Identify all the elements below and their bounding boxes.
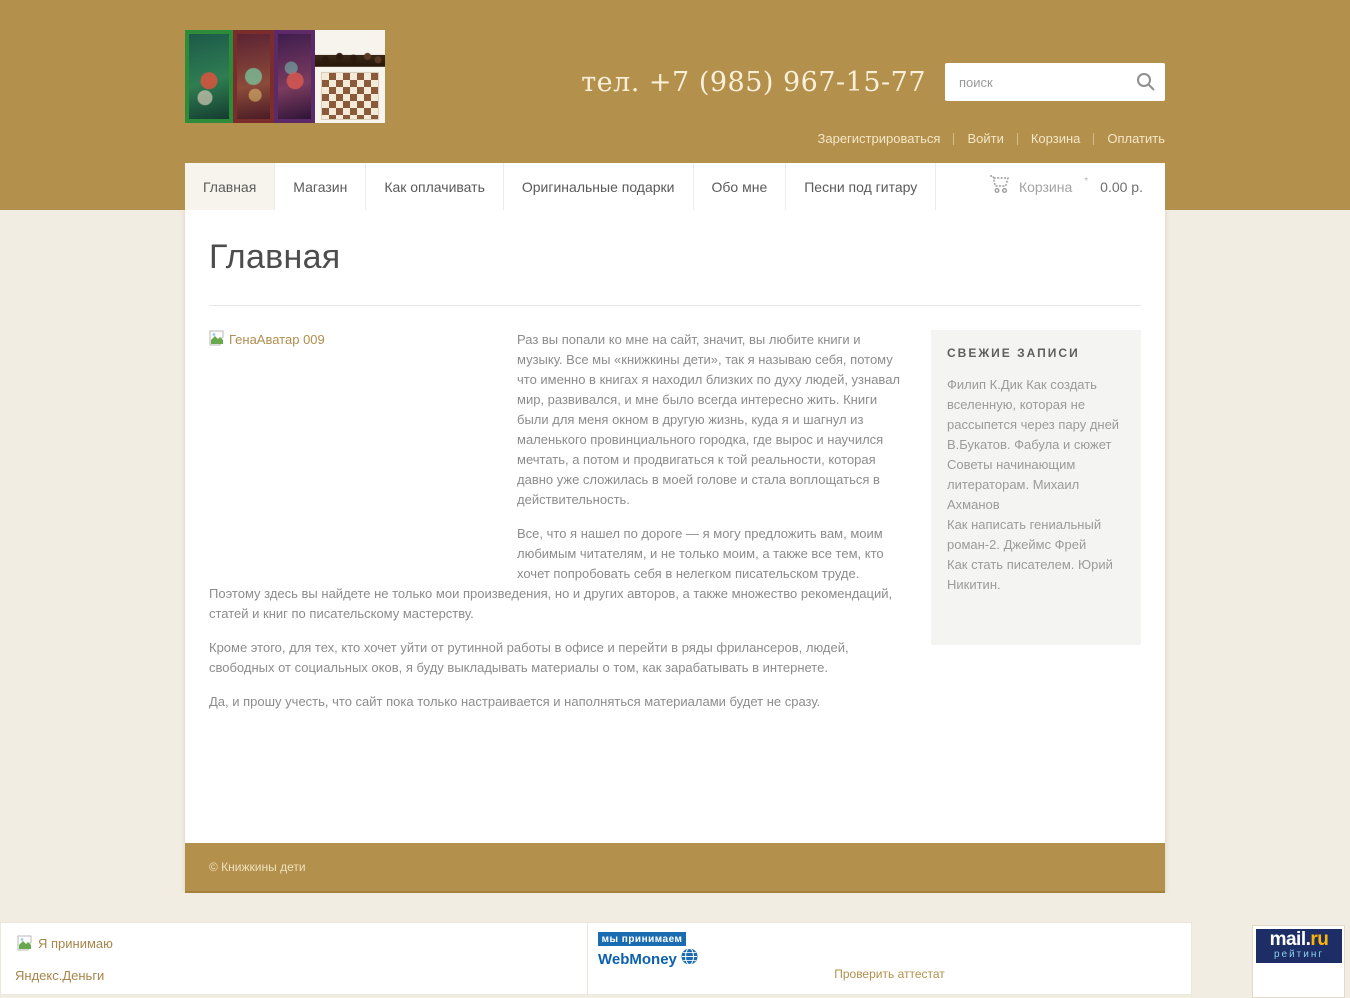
yandex-money-line1-wrap [17, 935, 113, 951]
search-input[interactable] [945, 63, 1123, 101]
main-area [0, 210, 1350, 893]
nav-item-how-to-pay[interactable]: Как оплачивать [366, 163, 504, 210]
login-link[interactable]: Войти [967, 131, 1004, 146]
recent-post-link[interactable]: Как стать писателем. Юрий Никитин. [947, 557, 1113, 592]
recent-post-link[interactable]: В.Букатов. Фабула и сюжет [947, 437, 1112, 452]
divider [1017, 133, 1018, 145]
checkout-link[interactable]: Оплатить [1107, 131, 1165, 146]
columns [209, 330, 1141, 726]
page-content [185, 210, 1165, 843]
logo[interactable] [185, 30, 385, 123]
main-column [209, 330, 900, 726]
logo-book-red [233, 30, 274, 123]
recent-post-link[interactable]: Советы начинающим литераторам. Михаил Ахманов [947, 457, 1080, 512]
phone-search-row [581, 63, 1165, 101]
cart-link[interactable]: Корзина [1030, 131, 1081, 146]
broken-image-icon [209, 330, 227, 346]
phone-number: тел. +7 (985) 967-15-77 [581, 66, 926, 98]
page-title: Главная [209, 238, 341, 276]
footer [185, 843, 1165, 893]
logo-chess-photo [315, 30, 385, 123]
cart-icon [989, 174, 1011, 199]
attestat-row [588, 965, 1191, 983]
cart-total: 0.00 р. [1100, 178, 1143, 195]
main-nav [185, 163, 1165, 210]
nav-item-home[interactable]: Главная [185, 163, 275, 210]
recent-post-link[interactable]: Как написать гениальный роман-2. Джеймс Фрей [947, 517, 1102, 552]
mailru-logo-ru: ru [1310, 929, 1329, 950]
cart-widget-label: Корзина [1018, 178, 1073, 195]
divider [953, 133, 954, 145]
recent-post-link[interactable]: Филип К.Дик Как создать вселенную, которая не рассыпется через пару дней [947, 377, 1120, 432]
broken-image-icon [17, 935, 35, 951]
avatar-broken-image-link[interactable] [209, 330, 325, 350]
webmoney-box [588, 922, 1192, 995]
yandex-money-link[interactable] [17, 935, 575, 983]
mailru-rating-label: рейтинг [1273, 949, 1325, 960]
header-inner [185, 0, 1165, 163]
chess-board-image [321, 72, 379, 120]
paragraph: Раз вы попали ко мне на сайт, значит, вы любите книги и музыку. Все мы «книжкины дети», так я называю себя, потому что именно в книгах я находил близких по духу людей, узнавал мир, развивался, и мне было всегда интересно жить. Книги были для меня окном в другую жизнь, куда я и шагнул из маленького провинциального городка, где вырос и научился мечтать, а потом и продвигаться к той реальности, которая давно уже сложилась в моей голове и стала воплощаться в действительность. [517, 332, 901, 507]
yandex-money-box [0, 922, 588, 995]
logo-book-purple [274, 30, 315, 123]
paragraph: Все, что я нашел по дороге — я могу предложить вам, моим любимым читателям, и не только моим, а также все тем, кто хочет попробовать себя в нелегком писательском труде. Поэтому здесь вы найдете не только мои произведения, но и других авторов, а также множество рекомендаций, статей и книг по писательскому мастерству. [209, 526, 893, 621]
yandex-money-alt-line1: Я принимаю [38, 935, 113, 951]
paragraph: Да, и прошу учесть, что сайт пока только настраивается и наполняться материалами будет не сразу. [209, 694, 821, 709]
search-icon[interactable] [1135, 71, 1157, 93]
nav-item-original-gifts[interactable]: Оригинальные подарки [504, 163, 694, 210]
content-wrapper [185, 210, 1165, 893]
webmoney-name: WebMoney [598, 950, 677, 968]
cart-widget[interactable] [989, 163, 1165, 210]
title-divider [209, 305, 1141, 306]
avatar-image-area [209, 330, 517, 570]
sidebar-heading: СВЕЖИЕ ЗАПИСИ [947, 346, 1080, 360]
copyright-text: © Книжкины дети [209, 860, 306, 874]
nav-item-about-me[interactable]: Обо мне [694, 163, 787, 210]
webmoney-accept-label: мы принимаем [598, 932, 686, 946]
account-links [818, 131, 1165, 146]
register-link[interactable]: Зарегистрироваться [817, 131, 941, 146]
divider [1093, 133, 1094, 145]
bottom-strip [0, 893, 1350, 998]
header [0, 0, 1350, 210]
sidebar-recent-posts [931, 330, 1141, 645]
paragraph: Кроме этого, для тех, кто хочет уйти от рутинной работы в офисе и перейти в ряды фрилансеров, людей, свободных от социальных оков, я буду выкладывать материалы о том, как зарабатывать в интернете. [209, 640, 849, 675]
nav-item-shop[interactable]: Магазин [275, 163, 366, 210]
check-attestat-link[interactable]: Проверить аттестат [834, 967, 945, 981]
yandex-money-alt-line2: Яндекс.Деньги [15, 968, 105, 983]
cart-separator: * [1084, 176, 1089, 187]
avatar-alt-text: ГенаАватар 009 [229, 332, 325, 347]
mailru-rating-badge[interactable] [1256, 929, 1342, 963]
mailru-logo [1256, 930, 1342, 949]
logo-book-green [185, 30, 233, 123]
mailru-logo-mail: mail. [1269, 929, 1311, 950]
mailru-box [1252, 925, 1345, 998]
chess-pieces-image [315, 36, 385, 70]
nav-item-guitar-songs[interactable]: Песни под гитару [786, 163, 936, 210]
search-box [945, 63, 1165, 101]
